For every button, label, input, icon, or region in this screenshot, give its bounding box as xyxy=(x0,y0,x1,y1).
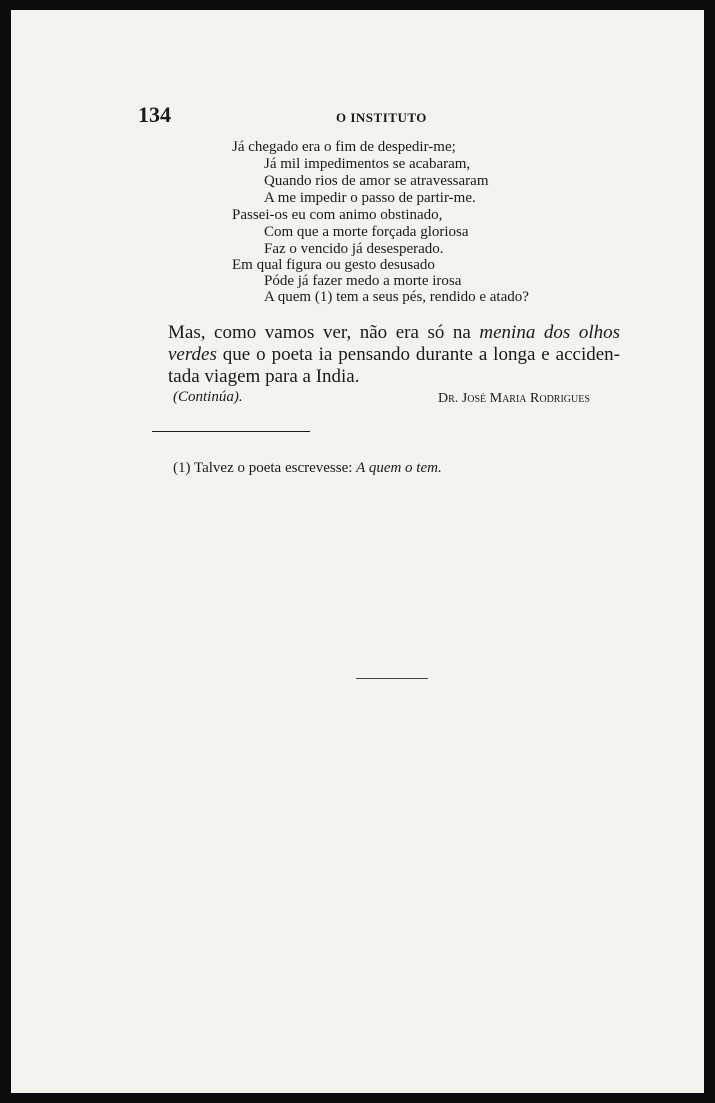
author-signature: Dr. José Maria Rodrigues xyxy=(438,391,590,406)
continua-note: (Continúa). xyxy=(173,389,243,405)
poem-line: Quando rios de amor se atravessaram xyxy=(264,173,489,189)
running-title: O INSTITUTO xyxy=(336,110,427,125)
prose-line: verdes que o poeta ia pensando durante a longa e acciden- xyxy=(168,344,620,365)
prose-paragraph xyxy=(168,322,620,388)
poem-line: Passei-os eu com animo obstinado, xyxy=(232,207,443,223)
footnote xyxy=(173,460,442,477)
poem-line: Já chegado era o fim de despedir-me; xyxy=(232,139,456,155)
prose-line: tada viagem para a India. xyxy=(168,366,360,387)
poem-line: Com que a morte forçada gloriosa xyxy=(264,224,469,240)
document-page xyxy=(11,10,704,1093)
poem-line: Faz o vencido já desesperado. xyxy=(264,241,444,257)
poem-line: A quem (1) tem a seus pés, rendido e atado? xyxy=(264,289,529,305)
footnote-emphasis: A quem o tem. xyxy=(356,460,442,476)
prose-line: Mas, como vamos ver, não era só na menina dos olhos xyxy=(168,322,621,343)
poem-line: Já mil impedimentos se acabaram, xyxy=(264,156,471,172)
poem-line: Póde já fazer medo a morte irosa xyxy=(264,273,462,289)
page-header xyxy=(11,102,704,132)
footnote-text: (1) Talvez o poeta escrevesse: xyxy=(173,460,357,476)
page-number: 134 xyxy=(138,102,171,127)
poem-line: Em qual figura ou gesto desusado xyxy=(232,257,435,273)
section-divider xyxy=(356,678,428,679)
poem-line: A me impedir o passo de partir-me. xyxy=(264,190,476,206)
footnote-divider xyxy=(152,431,310,432)
